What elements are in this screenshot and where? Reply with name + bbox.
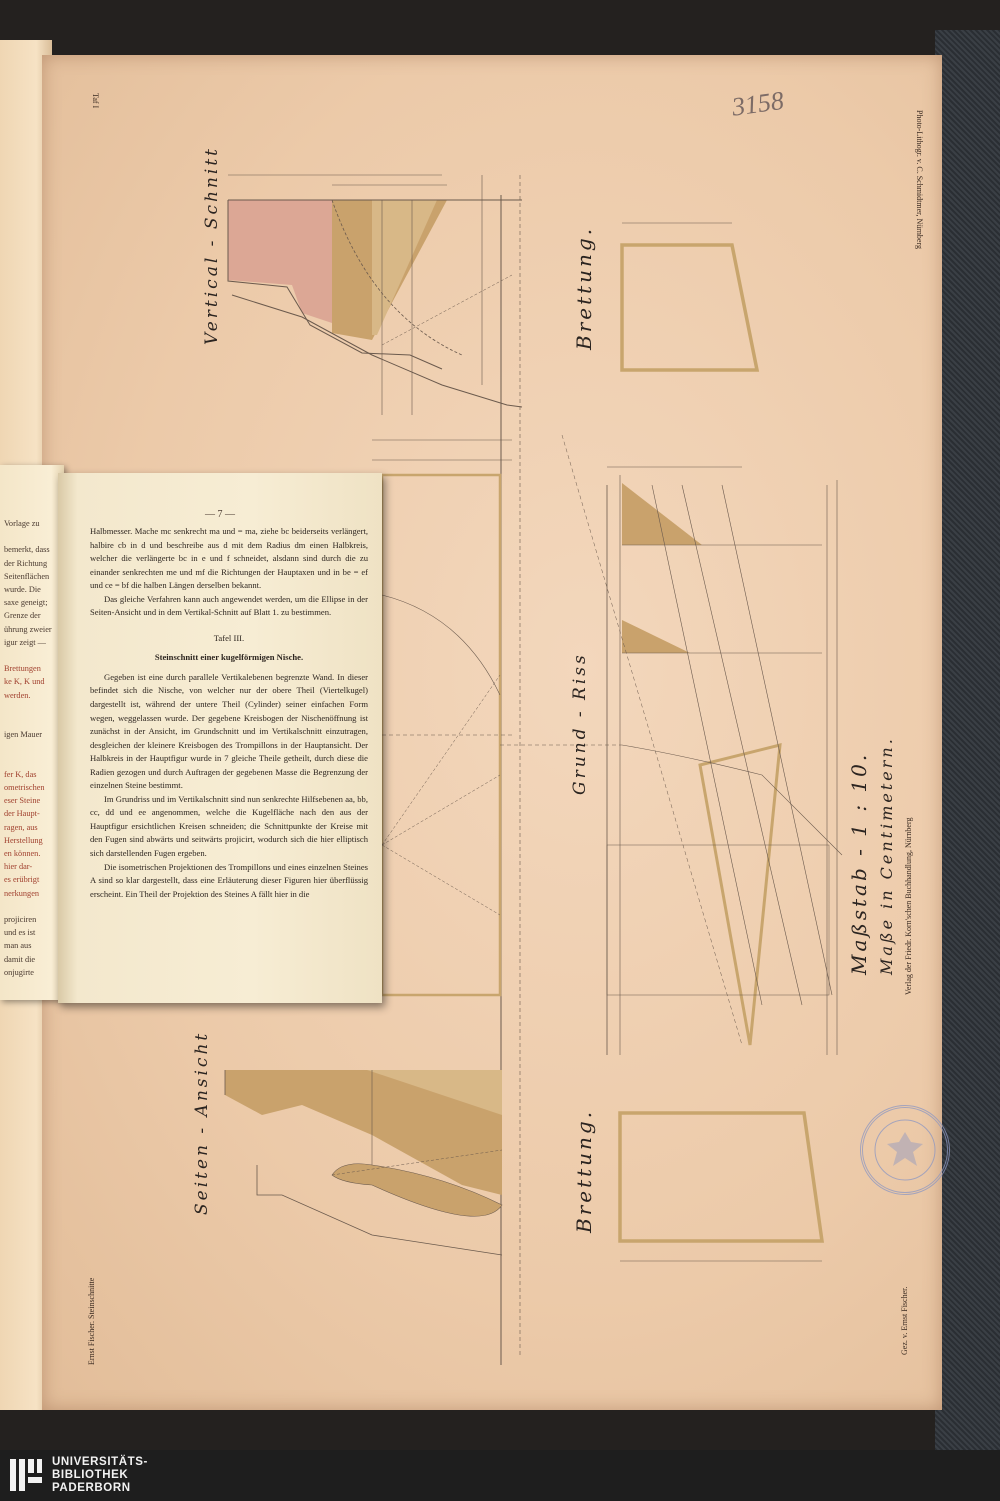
section-subheading: Steinschnitt einer kugelförmigen Nische. [154, 652, 304, 663]
left-page-fragment: Brettungen [4, 664, 41, 674]
left-page-fragment: man aus [4, 941, 32, 951]
left-page-fragment: werden. [4, 690, 31, 700]
plate-label: Taf I [91, 93, 100, 109]
left-page-fragment: ometrischen [4, 783, 45, 792]
paragraph-3: Gegeben ist eine durch parallele Vertikalebenen begrenzte Wand. In dieser befindet sich die Nische, von welcher nur der obere Theil (Viertelkugel) dargestellt ist, während der untere Theil (Cylinder) seiner einfachen Form wegen, weggelassen wurde. Der gegebene Kreisbogen der Nischenöffnung ist zunächst in der Ansicht, im Grundschnitt und im Vertikalschnitt einzutragen, desgleichen der kleinere Kreisbogen des Trompillons in der Hauptansicht. Der Halbkreis in der Hauptfigur wurde in 7 gleiche Theile getheilt, durch diese die Radien gezogen und durch Auftragen der gegebenen Masse die Begrenzung der einzelnen Steine bestimmt. [90, 671, 368, 791]
library-name-line-2: BIBLIOTHEK [52, 1469, 129, 1481]
paragraph-4: Im Grundriss und im Vertikalschnitt sind nun senkrechte Hilfsebenen aa, bb, cc, dd und ee angenommen, welche die Kugelfläche nach den aus der Hauptfigur ersichtlichen Kreisen schneiden; die Schnittpunkte der Kreise mit den Fugen sind abwärts und seitwärts projicirt, wodurch sich die hier elliptisch sich darstellenden Fugen ergeben. [90, 793, 368, 859]
page-number: — 7 — [205, 509, 235, 520]
paragraph-1: Halbmesser. Mache mc senkrecht ma und = ma, ziehe bc beiderseits verlängert, halbire cb in d und beschreibe aus d mit dem Radius dm einen Halbkreis, welcher die verlängerte bc in e und f schneidet, alsdann sind durch die zu einander senkrechten me und mf die Richtungen der Hauptaxen und in be = ef und ce = bf die halben Längen derselben bekannt. [90, 526, 368, 591]
publisher-credit: Verlag der Friedr. Korn'schen Buchhandlung, Nürnberg [904, 817, 913, 995]
title-side-view: Seiten - Ansicht [192, 1030, 212, 1215]
title-vertical-section: Vertical - Schnitt [202, 146, 222, 345]
plan-wedge-1 [622, 483, 702, 545]
left-page-fragment: eser Steine [4, 796, 41, 806]
book-cover-edge [935, 30, 1000, 1450]
pink-section-fill [228, 200, 332, 323]
library-footer [0, 1450, 1000, 1501]
left-page-fragment: Vorlage zu [4, 519, 40, 528]
left-page-fragment: hier dar- [4, 862, 33, 872]
eagle-seal-icon [863, 1108, 947, 1192]
left-page-fragment: igur zeigt — [4, 637, 46, 647]
paragraph-5: Die isometrischen Projektionen des Trompillons und eines einzelnen Steines A sind so klar dargestellt, dass eine Erläuterung dieser Figuren hier überflüssig erscheint. Ein Theil der Projektion des Steines A fällt hier in die [90, 861, 368, 899]
title-template-top: Brettung. [572, 225, 596, 350]
left-page-fragment: ke K, K und [4, 677, 45, 687]
left-page-fragment: wurde. Die [4, 585, 41, 594]
left-page-fragment: onjugirte [4, 967, 34, 977]
scale-label: Maßstab - 1 : 10. [847, 751, 871, 975]
booklet-left-page [0, 465, 64, 1000]
library-logo-icon [8, 1457, 44, 1493]
vertical-section-figure [228, 175, 522, 415]
author-series-label: Ernst Fischer. Steinschnitte [87, 1277, 96, 1365]
left-page-fragment: en können. [4, 849, 41, 858]
library-name-line-1: UNIVERSITÄTS- [52, 1456, 148, 1468]
units-label: Maße in Centimetern. [877, 736, 896, 975]
draftsman-credit: Gez. v. Ernst Fischer. [900, 1286, 909, 1355]
library-name-line-3: PADERBORN [52, 1482, 131, 1494]
plan-template-triangle [700, 745, 780, 1045]
ground-plan-figure [562, 435, 842, 1055]
pencil-inventory-number: 3158 [730, 85, 786, 122]
section-heading: Tafel III. [213, 632, 245, 643]
left-page-fragment: und es ist [4, 928, 36, 938]
left-page-fragment: Seitenflächen [4, 571, 50, 581]
left-page-fragment: projiciren [4, 915, 37, 924]
title-template-bottom: Brettung. [572, 1108, 596, 1233]
left-page-fragment: bemerkt, dass [4, 545, 50, 555]
left-page-fragment: Grenze der [4, 611, 41, 621]
printer-credit: Photo-Lithogr. v. C. Schmidtmer, Nürnberg [915, 110, 924, 250]
booklet-right-page [58, 473, 382, 1003]
left-page-fragment: igen Mauer [4, 730, 43, 740]
plan-wedge-2 [622, 620, 690, 653]
left-page-fragment: nerkungen [4, 888, 40, 898]
page-body [90, 525, 368, 901]
title-ground-plan: Grund - Riss [570, 652, 590, 795]
left-page-fragment: ührung zweier [4, 624, 52, 634]
left-page-fragment: der Haupt- [4, 809, 40, 819]
left-page-fragment: saxe geneigt; [4, 598, 48, 608]
left-page-fragment: damit die [4, 954, 36, 964]
left-page-fragment: es erübrigt [4, 875, 40, 885]
inserted-booklet [0, 465, 385, 1010]
side-view-figure [225, 1070, 502, 1255]
paragraph-2: Das gleiche Verfahren kann auch angewendet werden, um die Ellipse in der Seiten-Ansicht und in dem Vertikal-Schnitt auf Blatt 1. zu bestimmen. [90, 593, 368, 618]
library-name [52, 1456, 148, 1495]
left-page-fragment: der Richtung [4, 558, 48, 568]
template-bottom [620, 1113, 822, 1261]
template-top [622, 223, 757, 370]
left-page-fragment: Herstellung [4, 835, 43, 845]
left-page-fragment: ragen, aus [4, 822, 38, 832]
library-stamp [860, 1105, 950, 1195]
left-page-fragment: fer K, das [4, 769, 37, 779]
